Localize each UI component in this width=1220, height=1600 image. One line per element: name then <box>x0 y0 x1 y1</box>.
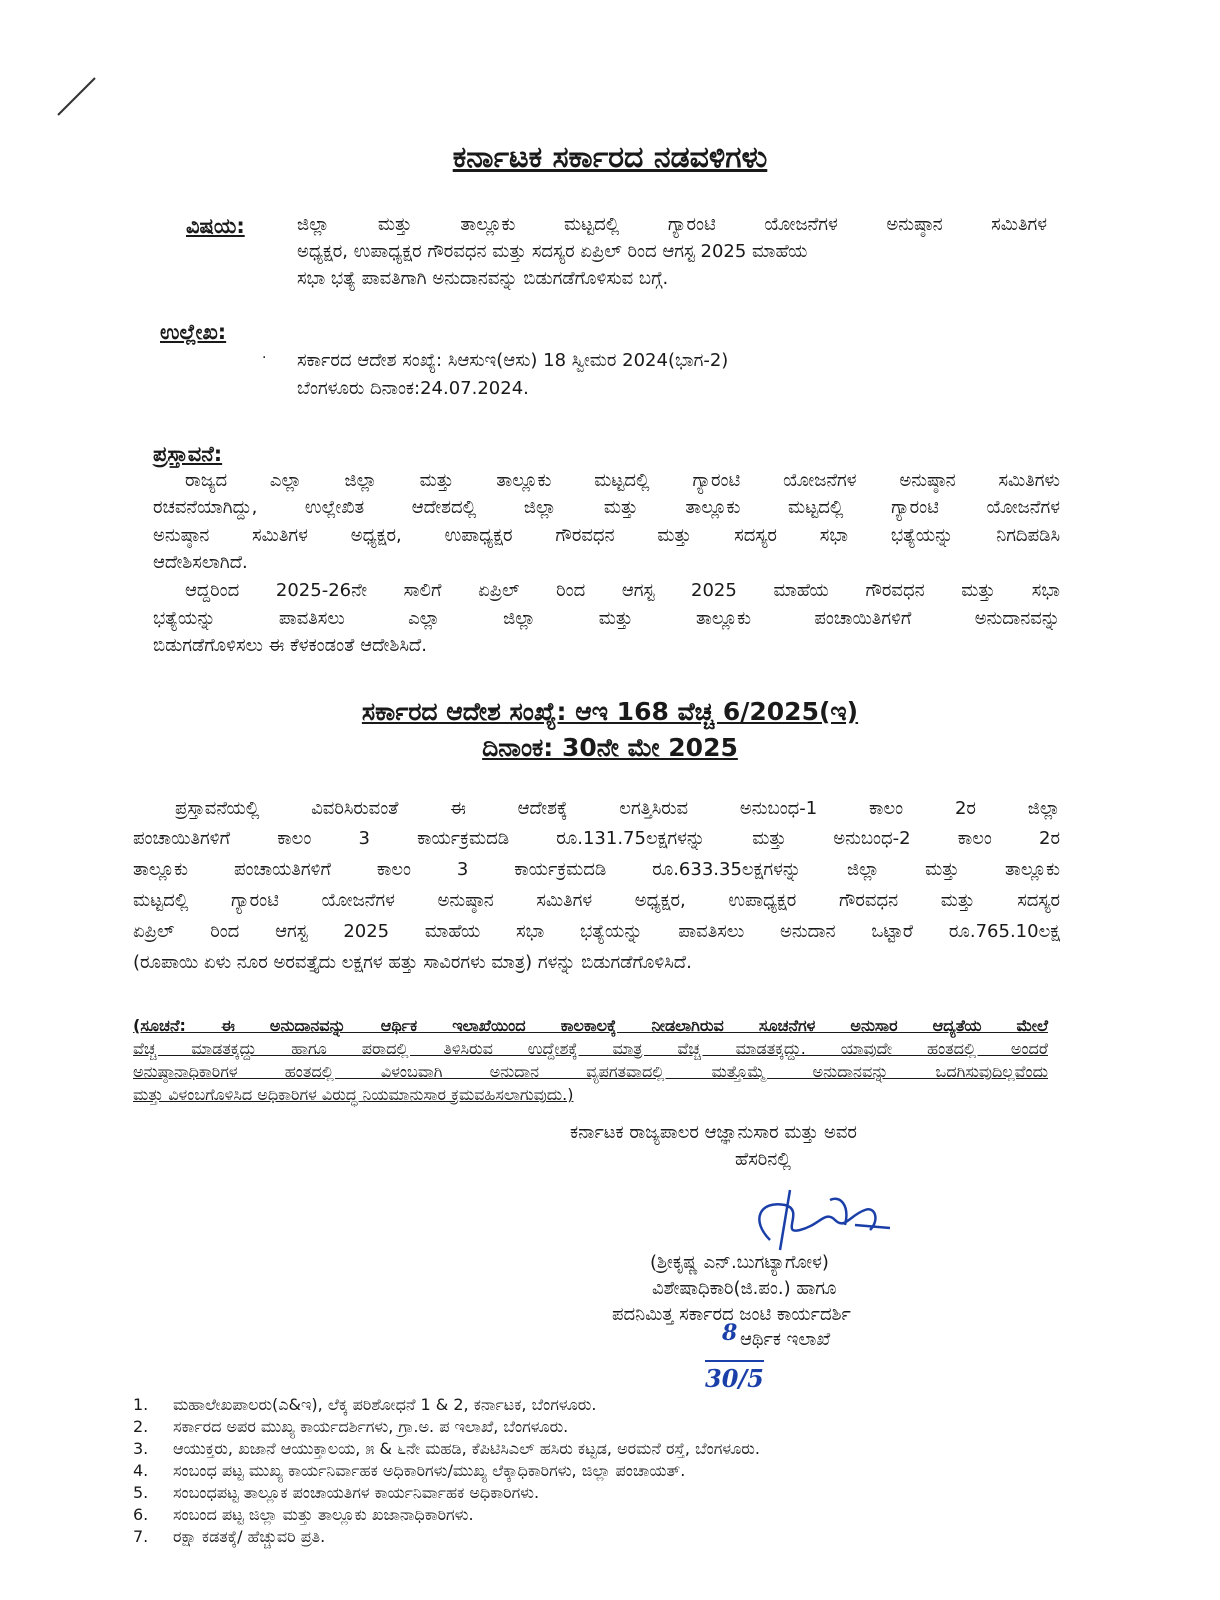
authority-line: ಕರ್ನಾಟಕ ರಾಜ್ಯಪಾಲರ ಆಜ್ಞಾನುಸಾರ ಮತ್ತು ಅವರ <box>570 1122 857 1143</box>
handwritten-date: 30/5 <box>705 1360 764 1393</box>
copy-to-item: 6. ಸಂಬಂದ ಪಟ್ಟ ಜಿಲ್ಲಾ ಮತ್ತು ತಾಲ್ಲೂಕು ಖಜಾನಾಧಿಕಾರಿಗಳು. <box>133 1505 474 1524</box>
copy-to-item: 7. ರಕ್ಷಾ ಕಡತಕ್ಕೆ/ ಹೆಚ್ಚುವರಿ ಪ್ರತಿ. <box>133 1527 326 1546</box>
pen-stroke-mark <box>55 75 100 120</box>
order-line: (ರೂಪಾಯಿ ಏಳು ನೂರ ಅರವತ್ತೈದು ಲಕ್ಷಗಳ ಹತ್ತು ಸಾವಿರಗಳು ಮಾತ್ರ) ಗಳನ್ನು ಬಿಡುಗಡೆಗೊಳಿಸಿದೆ. <box>133 952 692 973</box>
subject-line: ಅಧ್ಯಕ್ಷರ, ಉಪಾಧ್ಯಕ್ಷರ ಗೌರವಧನ ಮತ್ತು ಸದಸ್ಯರ ಏಪ್ರಿಲ್ ರಿಂದ ಆಗಸ್ಟ 2025 ಮಾಹೆಯ <box>297 241 808 262</box>
preamble-line: ರಚವನೆಯಾಗಿದ್ದು, ಉಲ್ಲೇಖಿತ ಆದೇಶದಲ್ಲಿ ಜಿಲ್ಲಾ ಮತ್ತು ತಾಲ್ಲೂಕು ಮಟ್ಟದಲ್ಲಿ ಗ್ಯಾರಂಟಿ ಯೋಜನೆಗಳ <box>153 497 1060 518</box>
copy-to-item: 3. ಆಯುಕ್ತರು, ಖಜಾನೆ ಆಯುಕ್ತಾಲಯ, ೫ & ೬ನೇ ಮಹಡಿ, ಕೆಪಿಟಿಸಿಎಲ್ ಹಸಿರು ಕಟ್ಟಡ, ಅರಮನೆ ರಸ್ತೆ, ಬೆಂಗಳೂರು. <box>133 1439 760 1458</box>
reference-label: ಉಲ್ಲೇಖ: <box>160 320 227 344</box>
order-line: ತಾಲ್ಲೂಕು ಪಂಚಾಯತಿಗಳಿಗೆ ಕಾಲಂ 3 ಕಾರ್ಯಕ್ರಮದಡಿ ರೂ.633.35ಲಕ್ಷಗಳನ್ನು ಜಿಲ್ಲಾ ಮತ್ತು ತಾಲ್ಲೂಕು <box>133 859 1060 880</box>
order-date: ದಿನಾಂಕ: 30ನೇ ಮೇ 2025 <box>482 733 738 762</box>
page-title: ಕರ್ನಾಟಕ ಸರ್ಕಾರದ ನಡವಳಿಗಳು <box>452 140 768 175</box>
order-number: ಸರ್ಕಾರದ ಆದೇಶ ಸಂಖ್ಯೆ: ಆಇ 168 ವೆಚ್ಚ 6/2025(ಇ) <box>361 697 859 726</box>
bullet: · <box>262 350 267 366</box>
initial-mark: 8 <box>722 1320 738 1346</box>
preamble-label: ಪ್ರಸ್ತಾವನೆ: <box>153 442 223 466</box>
preamble-line: ಆದೇಶಿಸಲಾಗಿದೆ. <box>153 552 248 573</box>
preamble-line: ರಾಜ್ಯದ ಎಲ್ಲಾ ಜಿಲ್ಲಾ ಮತ್ತು ತಾಲ್ಲೂಕು ಮಟ್ಟದಲ್ಲಿ ಗ್ಯಾರಂಟಿ ಯೋಜನೆಗಳ ಅನುಷ್ಠಾನ ಸಮಿತಿಗಳು <box>185 470 1060 491</box>
order-line: ಪ್ರಸ್ತಾವನೆಯಲ್ಲಿ ವಿವರಿಸಿರುವಂತೆ ಈ ಆದೇಶಕ್ಕೆ ಲಗತ್ತಿಸಿರುವ ಅನುಬಂಧ-1 ಕಾಲಂ 2ರ ಜಿಲ್ಲಾ <box>175 798 1060 819</box>
subject-label: ವಿಷಯ: <box>186 214 245 238</box>
reference-line: ಬೆಂಗಳೂರು ದಿನಾಂಕ:24.07.2024. <box>297 378 529 399</box>
copy-to-item: 2. ಸರ್ಕಾರದ ಅಪರ ಮುಖ್ಯ ಕಾರ್ಯದರ್ಶಿಗಳು, ಗ್ರಾ.ಅ. ಪ ಇಲಾಖೆ, ಬೆಂಗಳೂರು. <box>133 1417 569 1436</box>
note-line: ಅನುಷ್ಠಾನಾಧಿಕಾರಿಗಳ ಹಂತದಲ್ಲಿ ವಿಳಂಬವಾಗಿ ಅನುದಾನ ವ್ಯಪಗತವಾದಲ್ಲಿ ಮತ್ತೊಮ್ಮೆ ಅನುದಾನವನ್ನು ಒದಗಿಸುವುದಿಲ್ಲವೆಂದು <box>133 1062 1048 1081</box>
note-line: ವೆಚ್ಚ ಮಾಡತಕ್ಕದ್ದು ಹಾಗೂ ಪರಾದಲ್ಲಿ ತಿಳಿಸಿರುವ ಉದ್ದೇಶಕ್ಕೆ ಮಾತ್ರ ವೆಚ್ಚ ಮಾಡತಕ್ಕದ್ದು. ಯಾವುದೇ ಹಂತದಲ್ಲಿ ಅಂದರೆ <box>133 1039 1048 1058</box>
preamble-line: ಆದ್ದರಿಂದ 2025-26ನೇ ಸಾಲಿಗೆ ಏಪ್ರಿಲ್ ರಿಂದ ಆಗಸ್ಟ 2025 ಮಾಹೆಯ ಗೌರವಧನ ಮತ್ತು ಸಭಾ <box>185 580 1060 601</box>
preamble-line: ಬಿಡುಗಡೆಗೊಳಿಸಲು ಈ ಕೆಳಕಂಡಂತೆ ಆದೇಶಿಸಿದೆ. <box>153 635 427 656</box>
note-line: (ಸೂಚನೆ: ಈ ಅನುದಾನವನ್ನು ಆರ್ಥಿಕ ಇಲಾಖೆಯಿಂದ ಕಾಲಕಾಲಕ್ಕೆ ನೀಡಲಾಗಿರುವ ಸೂಚನೆಗಳ ಅನುಸಾರ ಆದ್ಯತೆಯ ಮೇಲೆ <box>133 1016 1048 1035</box>
signatory-designation: ಪದನಿಮಿತ್ತ ಸರ್ಕಾರದ ಜಂಟಿ ಕಾರ್ಯದರ್ಶಿ <box>612 1304 851 1325</box>
order-line: ಮಟ್ಟದಲ್ಲಿ ಗ್ಯಾರಂಟಿ ಯೋಜನೆಗಳ ಅನುಷ್ಠಾನ ಸಮಿತಿಗಳ ಅಧ್ಯಕ್ಷರ, ಉಪಾಧ್ಯಕ್ಷರ ಗೌರವಧನ ಮತ್ತು ಸದಸ್ಯರ <box>133 890 1060 911</box>
signatory-name: (ಶ್ರೀಕೃಷ್ಣ ಎನ್.ಬುಗಟ್ಯಾಗೋಳ) <box>650 1252 829 1273</box>
copy-to-item: 5. ಸಂಬಂಧಪಟ್ಟ ತಾಲ್ಲೂಕ ಪಂಚಾಯತಿಗಳ ಕಾರ್ಯನಿರ್ವಾಹಕ ಅಧಿಕಾರಿಗಳು. <box>133 1483 540 1502</box>
order-line: ಪಂಚಾಯಿತಿಗಳಿಗೆ ಕಾಲಂ 3 ಕಾರ್ಯಕ್ರಮದಡಿ ರೂ.131.75ಲಕ್ಷಗಳನ್ನು ಮತ್ತು ಅನುಬಂಧ-2 ಕಾಲಂ 2ರ <box>133 828 1060 849</box>
preamble-line: ಅನುಷ್ಠಾನ ಸಮಿತಿಗಳ ಅಧ್ಯಕ್ಷರ, ಉಪಾಧ್ಯಕ್ಷರ ಗೌರವಧನ ಮತ್ತು ಸದಸ್ಯರ ಸಭಾ ಭತ್ಯೆಯನ್ನು ನಿಗದಿಪಡಿಸಿ <box>153 525 1060 546</box>
copy-to-item: 1. ಮಹಾಲೇಖಪಾಲರು(ಎ&ಇ), ಲೆಕ್ಕ ಪರಿಶೋಧನೆ 1 & 2, ಕರ್ನಾಟಕ, ಬೆಂಗಳೂರು. <box>133 1395 597 1414</box>
signature <box>730 1180 900 1260</box>
preamble-line: ಭತ್ಯೆಯನ್ನು ಪಾವತಿಸಲು ಎಲ್ಲಾ ಜಿಲ್ಲಾ ಮತ್ತು ತಾಲ್ಲೂಕು ಪಂಚಾಯಿತಿಗಳಿಗೆ ಅನುದಾನವನ್ನು <box>153 608 1060 629</box>
note-line: ಮತ್ತು ವಿಳಂಬಗೊಳಿಸಿದ ಅಧಿಕಾರಿಗಳ ವಿರುದ್ಧ ನಿಯಮಾನುಸಾರ ಕ್ರಮವಹಿಸಲಾಗುವುದು.) <box>133 1085 574 1104</box>
copy-to-item: 4. ಸಂಬಂಧ ಪಟ್ಟ ಮುಖ್ಯ ಕಾರ್ಯನಿರ್ವಾಹಕ ಅಧಿಕಾರಿಗಳು/ಮುಖ್ಯ ಲೆಕ್ಕಾಧಿಕಾರಿಗಳು, ಜಿಲ್ಲಾ ಪಂಚಾಯತ್. <box>133 1461 686 1480</box>
signatory-department: ಆರ್ಥಿಕ ಇಲಾಖೆ <box>740 1329 831 1350</box>
authority-line: ಹೆಸರಿನಲ್ಲಿ <box>735 1149 791 1170</box>
reference-line: ಸರ್ಕಾರದ ಆದೇಶ ಸಂಖ್ಯೆ: ಸಿಆಸುಇ(ಆಸು) 18 ಸ್ವೀಮರ 2024(ಭಾಗ-2) <box>297 350 729 371</box>
order-line: ಏಪ್ರಿಲ್ ರಿಂದ ಆಗಸ್ಟ 2025 ಮಾಹೆಯ ಸಭಾ ಭತ್ಯೆಯನ್ನು ಪಾವತಿಸಲು ಅನುದಾನ ಒಟ್ಟಾರೆ ರೂ.765.10ಲಕ್ಷ <box>133 921 1060 942</box>
signatory-designation: ವಿಶೇಷಾಧಿಕಾರಿ(ಜಿ.ಪಂ.) ಹಾಗೂ <box>652 1278 837 1299</box>
subject-line: ಜಿಲ್ಲಾ ಮತ್ತು ತಾಲ್ಲೂಕು ಮಟ್ಟದಲ್ಲಿ ಗ್ಯಾರಂಟಿ ಯೋಜನೆಗಳ ಅನುಷ್ಠಾನ ಸಮಿತಿಗಳ <box>297 214 1047 235</box>
subject-line: ಸಭಾ ಭತ್ಯೆ ಪಾವತಿಗಾಗಿ ಅನುದಾನವನ್ನು ಬಿಡುಗಡೆಗೊಳಿಸುವ ಬಗ್ಗೆ. <box>297 268 669 289</box>
copy-to-list <box>133 1394 760 1548</box>
